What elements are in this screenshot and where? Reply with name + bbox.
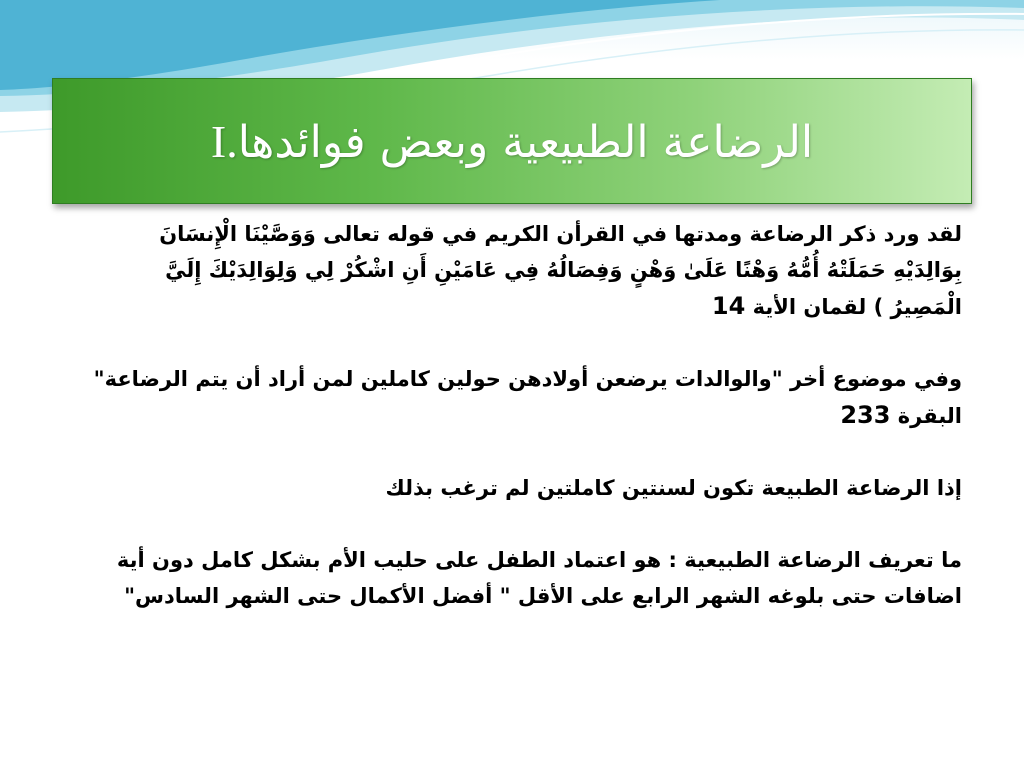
title-text: الرضاعة الطبيعية وبعض فوائدها bbox=[237, 116, 814, 168]
verse-number: 233 bbox=[840, 401, 891, 429]
slide-body bbox=[90, 216, 962, 650]
title-banner bbox=[52, 78, 972, 204]
paragraph-text: وفي موضوع أخر "والوالدات يرضعن أولادهن حولين كاملين لمن أراد أن يتم الرضاعة" البقرة bbox=[93, 367, 962, 428]
paragraph-text: إذا الرضاعة الطبيعة تكون لسنتين كاملتين لم ترغب بذلك bbox=[385, 476, 962, 500]
slide-title bbox=[211, 115, 813, 168]
paragraph-duration bbox=[90, 470, 962, 506]
title-number: I. bbox=[210, 115, 238, 167]
verse-number: 14 bbox=[711, 292, 746, 320]
paragraph-definition bbox=[90, 542, 962, 614]
paragraph-quran-verse bbox=[90, 216, 962, 325]
paragraph-text: لقد ورد ذكر الرضاعة ومدتها في القرأن الكريم في قوله تعالى وَوَصَّيْنَا الْإِنسَانَ بِوَالِدَيْهِ حَمَلَتْهُ أُمُّهُ وَهْنًا عَلَىٰ وَهْنٍ وَفِصَالُهُ فِي عَامَيْنِ أَنِ اشْكُرْ لِي وَلِوَالِدَيْكَ إِلَيَّ الْمَصِيرُ ) لقمان الأية bbox=[159, 222, 962, 319]
paragraph-second-verse bbox=[90, 361, 962, 434]
paragraph-text: ما تعريف الرضاعة الطبيعية : هو اعتماد الطفل على حليب الأم بشكل كامل دون أية اضافات حتى بلوغه الشهر الرابع على الأقل " أفضل الأكمال حتى الشهر السادس" bbox=[116, 548, 962, 608]
